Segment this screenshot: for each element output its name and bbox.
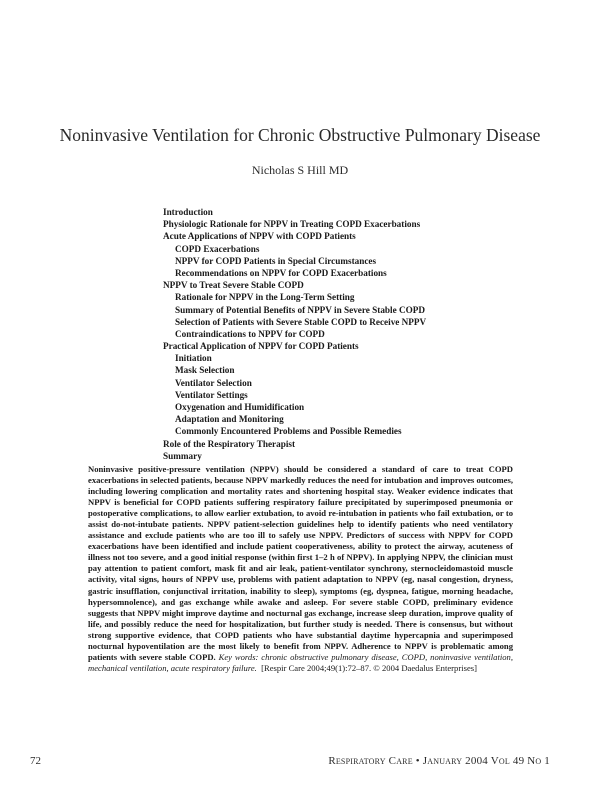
abstract-keywords: Key words: chronic obstructive pulmonary disease, COPD, noninvasive ventilation, mechanical ventilation, acute respiratory failure. xyxy=(88,651,513,673)
toc-item: Rationale for NPPV in the Long-Term Setting xyxy=(175,292,355,303)
toc-item: Commonly Encountered Problems and Possible Remedies xyxy=(175,426,402,437)
page-number: 72 xyxy=(30,755,41,767)
toc-item: Acute Applications of NPPV with COPD Patients xyxy=(163,231,356,242)
journal-reference: Respiratory Care • January 2004 Vol 49 No 1 xyxy=(328,755,550,767)
page-footer xyxy=(30,755,550,771)
toc-item: NPPV for COPD Patients in Special Circumstances xyxy=(175,255,377,266)
toc-item: Ventilator Settings xyxy=(175,389,248,400)
toc-item: Contraindications to NPPV for COPD xyxy=(175,328,325,339)
article-title: Noninvasive Ventilation for Chronic Obstructive Pulmonary Disease xyxy=(59,125,541,145)
abstract xyxy=(88,464,513,674)
toc-item: Selection of Patients with Severe Stable COPD to Receive NPPV xyxy=(175,316,427,327)
toc-item: Physiologic Rationale for NPPV in Treating COPD Exacerbations xyxy=(163,219,421,230)
toc-item: Practical Application of NPPV for COPD Patients xyxy=(163,341,359,352)
toc-item: Oxygenation and Humidification xyxy=(175,402,305,412)
table-of-contents xyxy=(163,206,493,462)
toc-item: COPD Exacerbations xyxy=(175,243,260,254)
toc-item: Introduction xyxy=(163,207,213,217)
abstract-body: Noninvasive positive-pressure ventilation (NPPV) should be considered a standard of care to treat COPD exacerbations in selected patients, because NPPV markedly reduces the need for intubation and improves outcomes, including lowering complication and mortality rates and shortening hospital stay. Weaker evidence indicates that NPPV is beneficial for COPD patients suffering respiratory failure precipitated by superimposed pneumonia or postoperative complications, to allow earlier extubation, to avoid re-intubation in patients who fail extubation, or to assist do-not-intubate patients. NPPV patient-selection guidelines help to identify patients who need ventilatory assistance and exclude patients who are too ill to safely use NPPV. Predictors of success with NPPV for COPD exacerbations have been identified and include patient cooperativeness, ability to protect the airway, acuteness of illness not too severe, and a good initial response (within first 1–2 h of NPPV). In applying NPPV, the clinician must pay attention to patient comfort, mask fit and air leak, patient-ventilator synchrony, sternocleidomastoid muscle activity, vital signs, hours of NPPV use, problems with patient adaptation to NPPV (eg, nasal congestion, dryness, gastric insufflation, conjunctival irritation, inability to sleep), symptoms (eg, dyspnea, fatigue, morning headache, hypersomnolence), and gas exchange while awake and asleep. For severe stable COPD, preliminary evidence suggests that NPPV might improve daytime and nocturnal gas exchange, increase sleep duration, improve quality of life, and possibly reduce the need for hospitalization, but further study is needed. There is consensus, but without strong supportive evidence, that COPD patients who have substantial daytime hypercapnia and superimposed nocturnal hypoventilation are the most likely to benefit from NPPV. Adherence to NPPV is problematic among patients with severe stable COPD. xyxy=(88,464,513,662)
toc-item: Summary xyxy=(163,450,202,461)
toc-item: Mask Selection xyxy=(175,365,235,376)
toc-item: Initiation xyxy=(175,353,212,364)
toc-item: Adaptation and Monitoring xyxy=(175,414,284,425)
toc-item: Recommendations on NPPV for COPD Exacerbations xyxy=(175,267,387,278)
toc-item: Role of the Respiratory Therapist xyxy=(163,438,296,449)
toc-item: NPPV to Treat Severe Stable COPD xyxy=(163,280,304,291)
author-name: Nicholas S Hill MD xyxy=(251,163,349,177)
toc-item: Ventilator Selection xyxy=(175,377,252,388)
abstract-citation: [Respir Care 2004;49(1):72–87. © 2004 Daedalus Enterprises] xyxy=(261,662,477,673)
toc-item: Summary of Potential Benefits of NPPV in Severe Stable COPD xyxy=(175,304,425,315)
